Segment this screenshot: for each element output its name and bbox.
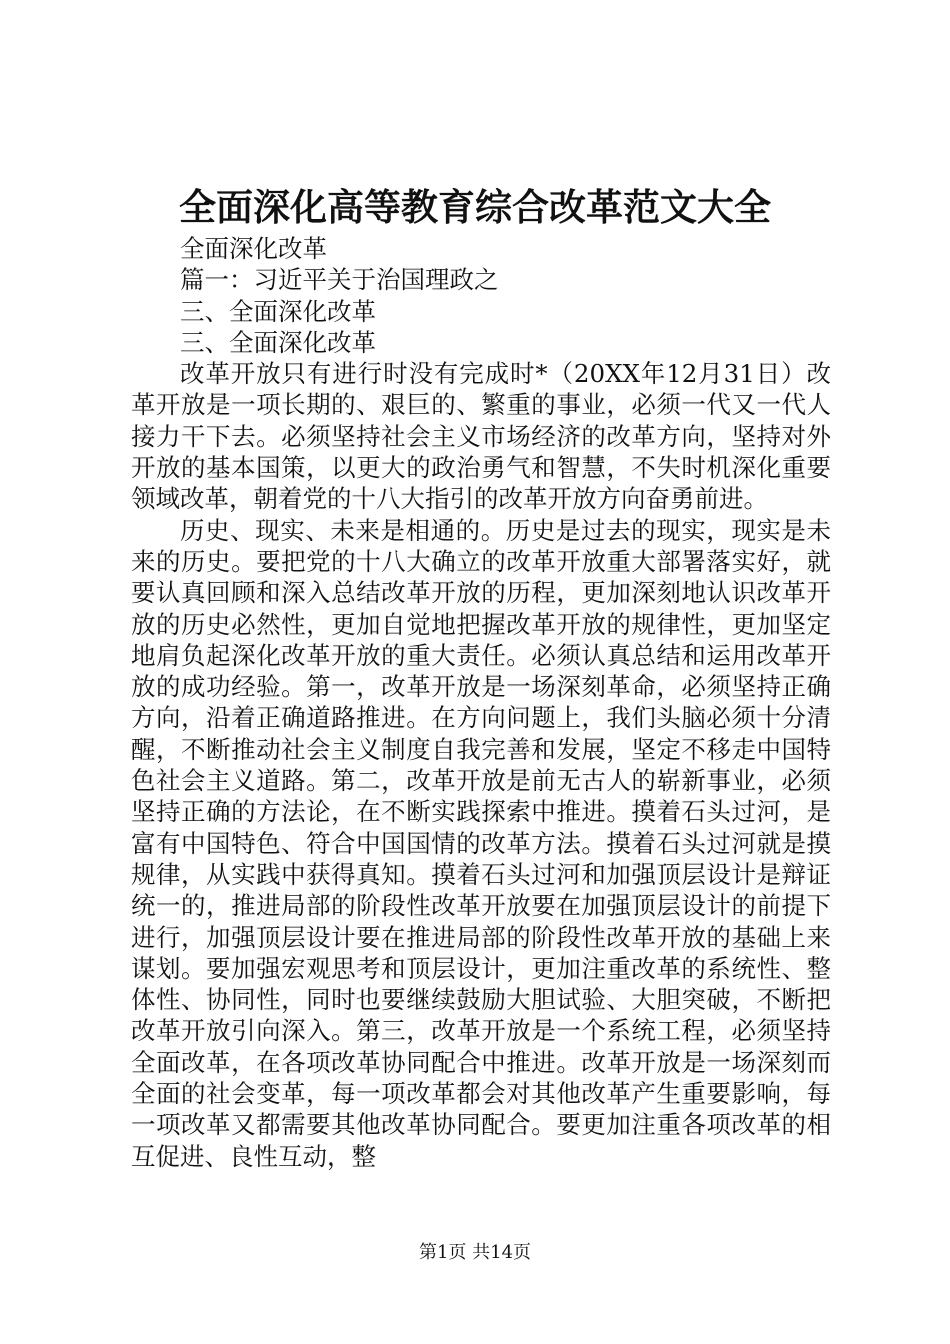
section-heading-line: 三、全面深化改革 [180,327,376,357]
section-heading-line: 三、全面深化改革 [180,296,376,326]
body-paragraph: 历史、现实、未来是相通的。历史是过去的现实，现实是未来的历史。要把党的十八大确立的改革开放重大部署落实好，就要认真回顾和深入总结改革开放的历程，更加深刻地认识改革开放的历史必然性，更加自觉地把握改革开放的规律性，更加坚定地肩负起深化改革开放的重大责任。必须认真总结和运用改革开放的成功经验。第一，改革开放是一场深刻革命，必须坚持正确方向，沿着正确道路推进。在方向问题上，我们头脑必须十分清醒，不断推动社会主义制度自我完善和发展，坚定不移走中国特色社会主义道路。第二，改革开放是前无古人的崭新事业，必须坚持正确的方法论，在不断实践探索中推进。摸着石头过河，是富有中国特色、符合中国国情的改革方法。摸着石头过河就是摸规律，从实践中获得真知。摸着石头过河和加强顶层设计是辩证统一的，推进局部的阶段性改革开放要在加强顶层设计的前提下进行，加强顶层设计要在推进局部的阶段性改革开放的基础上来谋划。要加强宏观思考和顶层设计，更加注重改革的系统性、整体性、协同性，同时也要继续鼓励大胆试验、大胆突破，不断把改革开放引向深入。第三，改革开放是一个系统工程，必须坚持全面改革，在各项改革协同配合中推进。改革开放是一场深刻而全面的社会变革，每一项改革都会对其他改革产生重要影响，每一项改革又都需要其他改革协同配合。要更加注重各项改革的相互促进、良性互动，整 [131,515,831,1171]
document-body [131,233,831,1172]
page-footer: 第1页 共14页 [418,1242,532,1263]
document-title: 全面深化高等教育综合改革范文大全 [179,185,771,229]
body-paragraph: 改革开放只有进行时没有完成时*（20XX年12月31日）改革开放是一项长期的、艰巨的、繁重的事业，必须一代又一代人接力干下去。必须坚持社会主义市场经济的改革方向，坚持对外开放的基本国策，以更大的政治勇气和智慧，不失时机深化重要领域改革，朝着党的十八大指引的改革开放方向奋勇前进。 [131,359,831,514]
subtitle-line: 全面深化改革 [180,234,327,263]
section-heading-line: 篇一：习近平关于治国理政之 [180,265,499,295]
